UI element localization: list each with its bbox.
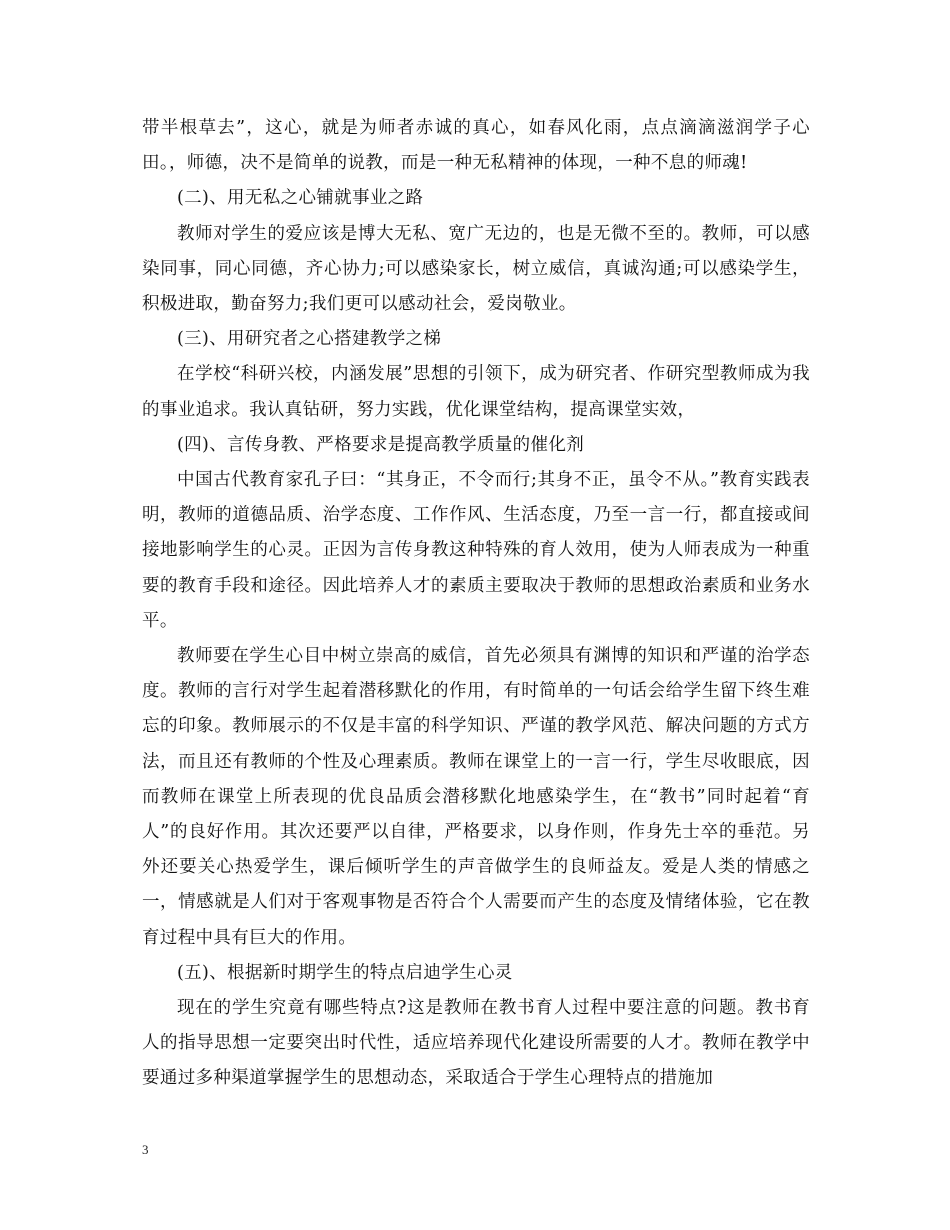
paragraph-research: 在学校“科研兴校，内涵发展”思想的引领下，成为研究者、作研究型教师成为我的事业追求。我认真钻研，努力实践，优化课堂结构，提高课堂实效，	[142, 364, 810, 420]
paragraph-prestige: 教师要在学生心目中树立崇高的威信，首先必须具有渊博的知识和严谨的治学态度。教师的言行对学生起着潜移默化的作用，有时简单的一句话会给学生留下终生难忘的印象。教师展示的不仅是丰富的科学知识、严谨的教学风范、解决问题的方式方法，而且还有教师的个性及心理素质。教师在课堂上的一言一行，学生尽收眼底，因而教师在课堂上所表现的优良品质会潜移默化地感染学生，在“教书”同时起着“育人”的良好作用。其次还要严以自律，严格要求，以身作则，作身先士卒的垂范。另外还要关心热爱学生，课后倾听学生的声音做学生的良师益友。爱是人类的情感之一，情感就是人们对于客观事物是否符合个人需要而产生的态度及情绪体验，它在教育过程中具有巨大的作用。	[142, 646, 810, 948]
section-heading-3: (三)、用研究者之心搭建教学之梯	[177, 329, 442, 350]
document-body	[142, 111, 810, 1097]
paragraph-continuation: 带半根草去”，这心，就是为师者赤诚的真心，如春风化雨，点点滴滴滋润学子心田。，师德，决不是简单的说教，而是一种无私精神的体现，一种不息的师魂!	[142, 118, 810, 174]
section-heading-5: (五)、根据新时期学生的特点启迪学生心灵	[177, 962, 513, 983]
page-number: 3	[142, 1142, 149, 1157]
paragraph-confucius: 中国古代教育家孔子曰：“其身正，不令而行;其身不正，虽令不从。”教育实践表明，教师的道德品质、治学态度、工作作风、生活态度，乃至一言一行，都直接或间接地影响学生的心灵。正因为言传身教这种特殊的育人效用，使为人师表成为一种重要的教育手段和途径。因此培养人才的素质主要取决于教师的思想政治素质和业务水平。	[142, 470, 810, 631]
paragraph-selfless-love: 教师对学生的爱应该是博大无私、宽广无边的，也是无微不至的。教师，可以感染同事，同心同德，齐心协力;可以感染家长，树立威信，真诚沟通;可以感染学生，积极进取，勤奋努力;我们更可以感动社会，爱岗敬业。	[142, 223, 810, 315]
section-heading-2: (二)、用无私之心铺就事业之路	[177, 188, 424, 209]
section-heading-4: (四)、言传身教、严格要求是提高教学质量的催化剂	[177, 434, 585, 455]
paragraph-student-traits: 现在的学生究竟有哪些特点?这是教师在教书育人过程中要注意的问题。教书育人的指导思想一定要突出时代性，适应培养现代化建设所需要的人才。教师在教学中要通过多种渠道掌握学生的思想动态，采取适合于学生心理特点的措施加	[142, 998, 810, 1089]
